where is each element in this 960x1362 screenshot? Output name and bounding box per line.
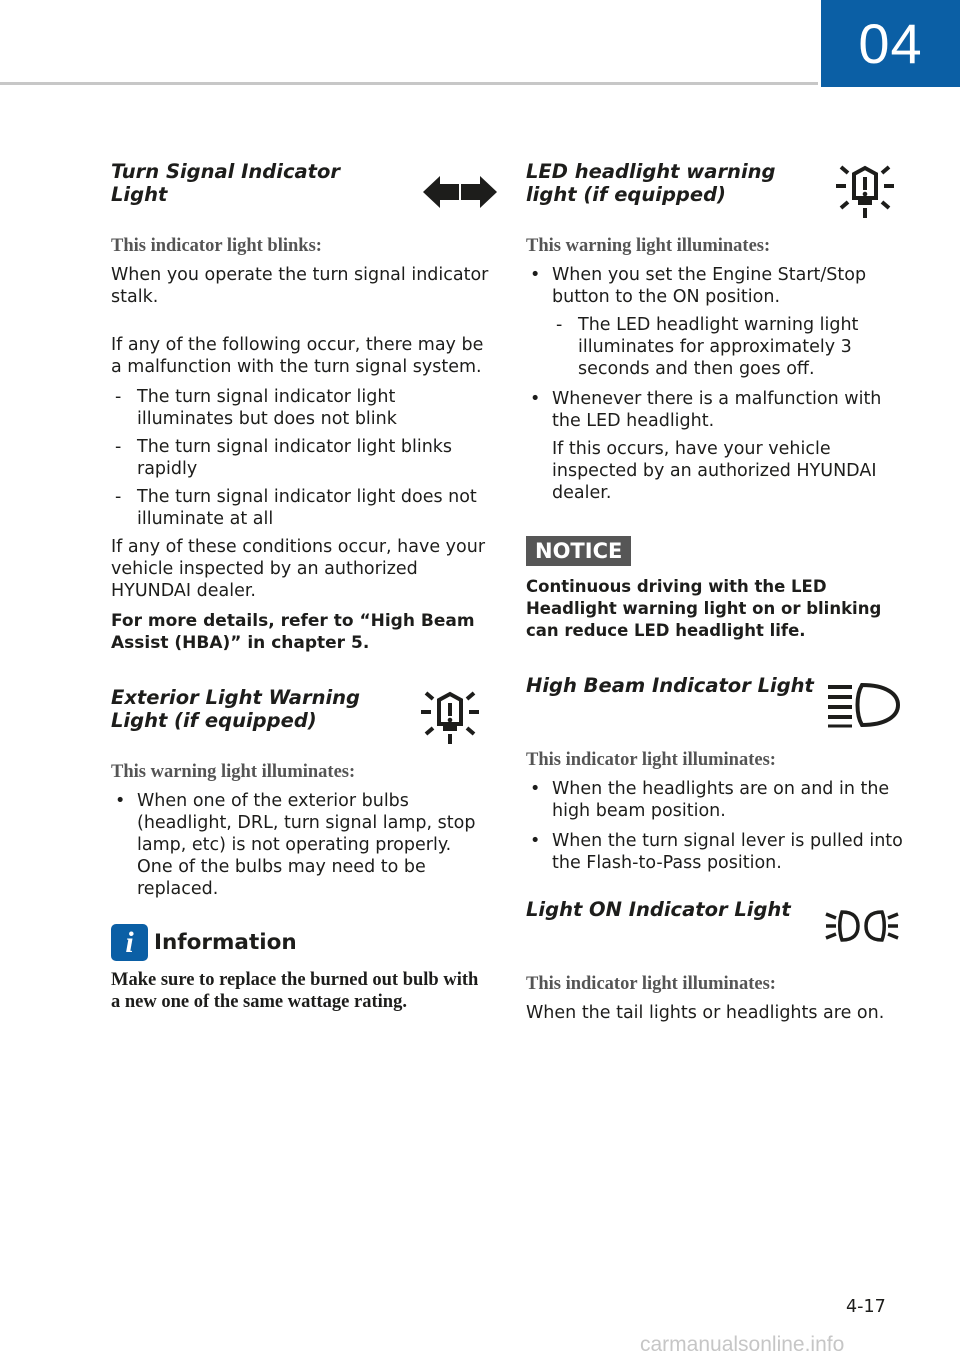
section-title: High Beam Indicator Light [526,674,814,697]
list-item: - The LED headlight warning light illuminates for approximately 3 seconds and then goes off. [552,314,906,380]
bullet-list [111,790,491,900]
page-number: 4-17 [846,1297,886,1317]
paragraph: If any of the following occur, there may be a malfunction with the turn signal system. [111,335,484,377]
section-lead: This indicator light illuminates: [526,750,776,770]
paragraph: When the tail lights or headlights are on. [526,1003,885,1023]
exterior-light-section [111,676,491,900]
section-title: Light ON Indicator Light [526,898,791,921]
chapter-tab: 04 [821,0,960,87]
notice-text: Continuous driving with the LED Headlight warning light on or blinking can reduce LED headlight life. [526,577,882,640]
information-box [111,924,491,1013]
paragraph: If this occurs, have your vehicle inspected by an authorized HYUNDAI dealer. [552,439,877,503]
bullet-list [526,778,906,874]
led-headlight-section [526,150,906,504]
light-on-icon [824,904,900,948]
light-on-section [526,888,906,1024]
turn-signal-section [111,150,491,654]
reference-note: For more details, refer to “High Beam Assist (HBA)” in chapter 5. [111,611,475,653]
turn-signal-arrows-icon [423,172,497,212]
notice-box [526,512,906,642]
list-item [526,264,906,380]
list-item [526,388,906,504]
high-beam-icon [826,682,900,728]
list-item: • When the headlights are on and in the high beam position. [526,778,906,822]
list-item-text: Whenever there is a malfunction with the LED headlight. [552,389,882,431]
list-item: - The turn signal indicator light illuminates but does not blink [111,386,491,430]
list-item: • When one of the exterior bulbs (headlight, DRL, turn signal lamp, stop lamp, etc) is not operating properly. One of the bulbs may need to be replaced. [111,790,491,900]
section-title: Exterior Light Warning Light (if equipped) [111,686,360,732]
dash-list [552,314,906,380]
right-column [526,150,906,1032]
section-lead: This warning light illuminates: [111,762,356,782]
section-lead: This indicator light blinks: [111,236,322,256]
section-title: Turn Signal Indicator Light [111,160,340,206]
high-beam-section [526,664,906,874]
section-lead: This indicator light illuminates: [526,974,776,994]
exterior-light-warning-icon [419,686,481,748]
list-item-text: When you set the Engine Start/Stop button to the ON position. [552,265,867,307]
information-text: Make sure to replace the burned out bulb with a new one of the same wattage rating. [111,970,479,1012]
bullet-list [526,264,906,504]
led-headlight-warning-icon [834,160,896,222]
list-item: • When the turn signal lever is pulled into the Flash-to-Pass position. [526,830,906,874]
notice-badge: NOTICE [526,536,631,566]
section-title: LED headlight warning light (if equipped) [526,160,776,206]
dash-list [111,386,491,530]
information-title: Information [154,930,297,955]
paragraph: When you operate the turn signal indicator stalk. [111,265,489,307]
information-icon: i [111,924,148,961]
list-item: - The turn signal indicator light blinks rapidly [111,436,491,480]
section-lead: This warning light illuminates: [526,236,771,256]
left-column [111,150,491,1013]
paragraph: If any of these conditions occur, have your vehicle inspected by an authorized HYUNDAI dealer. [111,537,486,601]
header-rule [0,82,818,85]
watermark: carmanualsonline.info [640,1333,845,1356]
list-item: - The turn signal indicator light does not illuminate at all [111,486,491,530]
